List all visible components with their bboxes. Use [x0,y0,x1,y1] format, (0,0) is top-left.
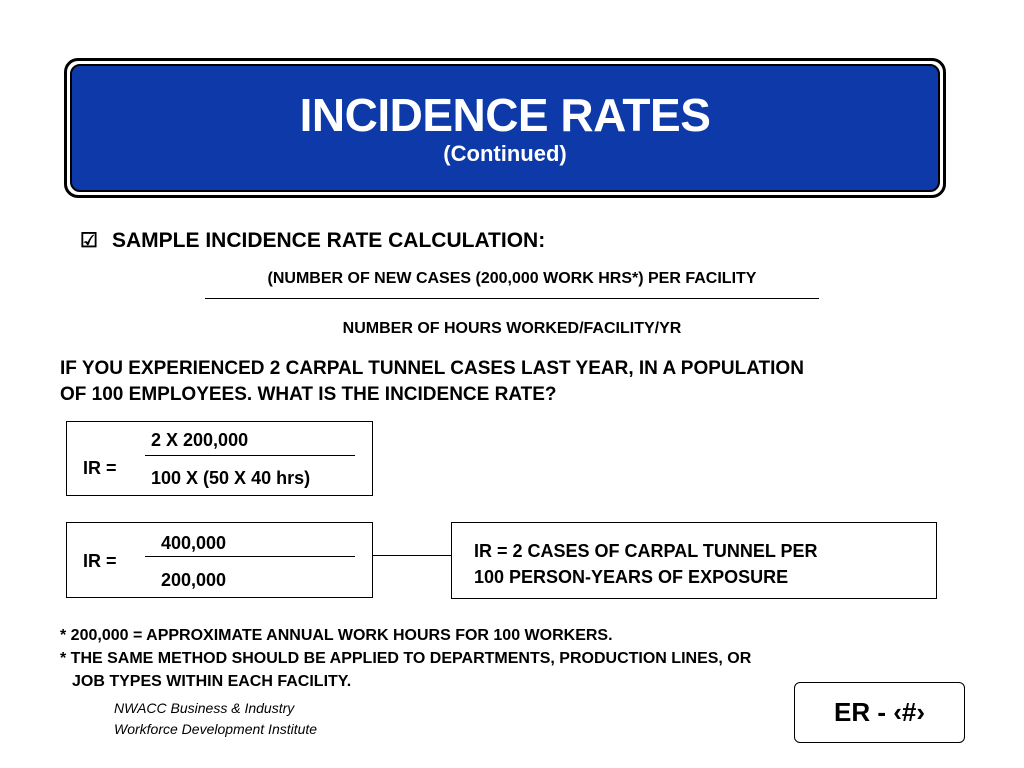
formula-denominator: NUMBER OF HOURS WORKED/FACILITY/YR [342,320,682,337]
calc2-fraction-bar [145,556,355,557]
section-heading: SAMPLE INCIDENCE RATE CALCULATION: [112,229,546,252]
page-subtitle: (Continued) [443,141,567,166]
credit-line-2: Workforce Development Institute [114,721,318,737]
page-title: INCIDENCE RATES [299,89,711,141]
question-line-2: OF 100 EMPLOYEES. WHAT IS THE INCIDENCE RATE? [60,384,557,405]
example-question [60,356,960,408]
checked-box-icon: ☑ [80,230,98,252]
question-line-1: IF YOU EXPERIENCED 2 CARPAL TUNNEL CASES LAST YEAR, IN A POPULATION [60,358,804,379]
slide-number-box: ER - ‹#› [794,682,965,743]
organization-credit [114,698,317,740]
formula-numerator: (NUMBER OF NEW CASES (200,000 WORK HRS*) PER FACILITY [267,270,757,287]
calc1-denominator: 100 X (50 X 40 hrs) [151,468,311,488]
formula-fraction-bar [205,298,819,299]
title-banner [64,58,946,198]
footnote-2: * THE SAME METHOD SHOULD BE APPLIED TO DEPARTMENTS, PRODUCTION LINES, OR [60,650,752,667]
footnote-1: * 200,000 = APPROXIMATE ANNUAL WORK HOURS FOR 100 WORKERS. [60,627,613,644]
result-line-1: IR = 2 CASES OF CARPAL TUNNEL PER [474,541,818,561]
calc2-numerator: 400,000 [161,533,227,553]
calc1-numerator: 2 X 200,000 [151,430,249,450]
calculation-box-1 [66,421,373,496]
calc1-ir-label: IR = [83,458,117,478]
title-banner-fill [70,64,940,192]
calc2-denominator: 200,000 [161,570,227,590]
result-line-2: 100 PERSON-YEARS OF EXPOSURE [474,567,789,587]
calculation-box-2 [66,522,373,598]
section-heading-row [80,228,545,253]
calc1-fraction-bar [145,455,355,456]
result-connector-line [373,555,451,556]
calc2-ir-label: IR = [83,551,117,571]
footnote-2-continued: JOB TYPES WITHIN EACH FACILITY. [72,673,352,690]
credit-line-1: NWACC Business & Industry [114,700,295,716]
result-text [474,538,924,590]
